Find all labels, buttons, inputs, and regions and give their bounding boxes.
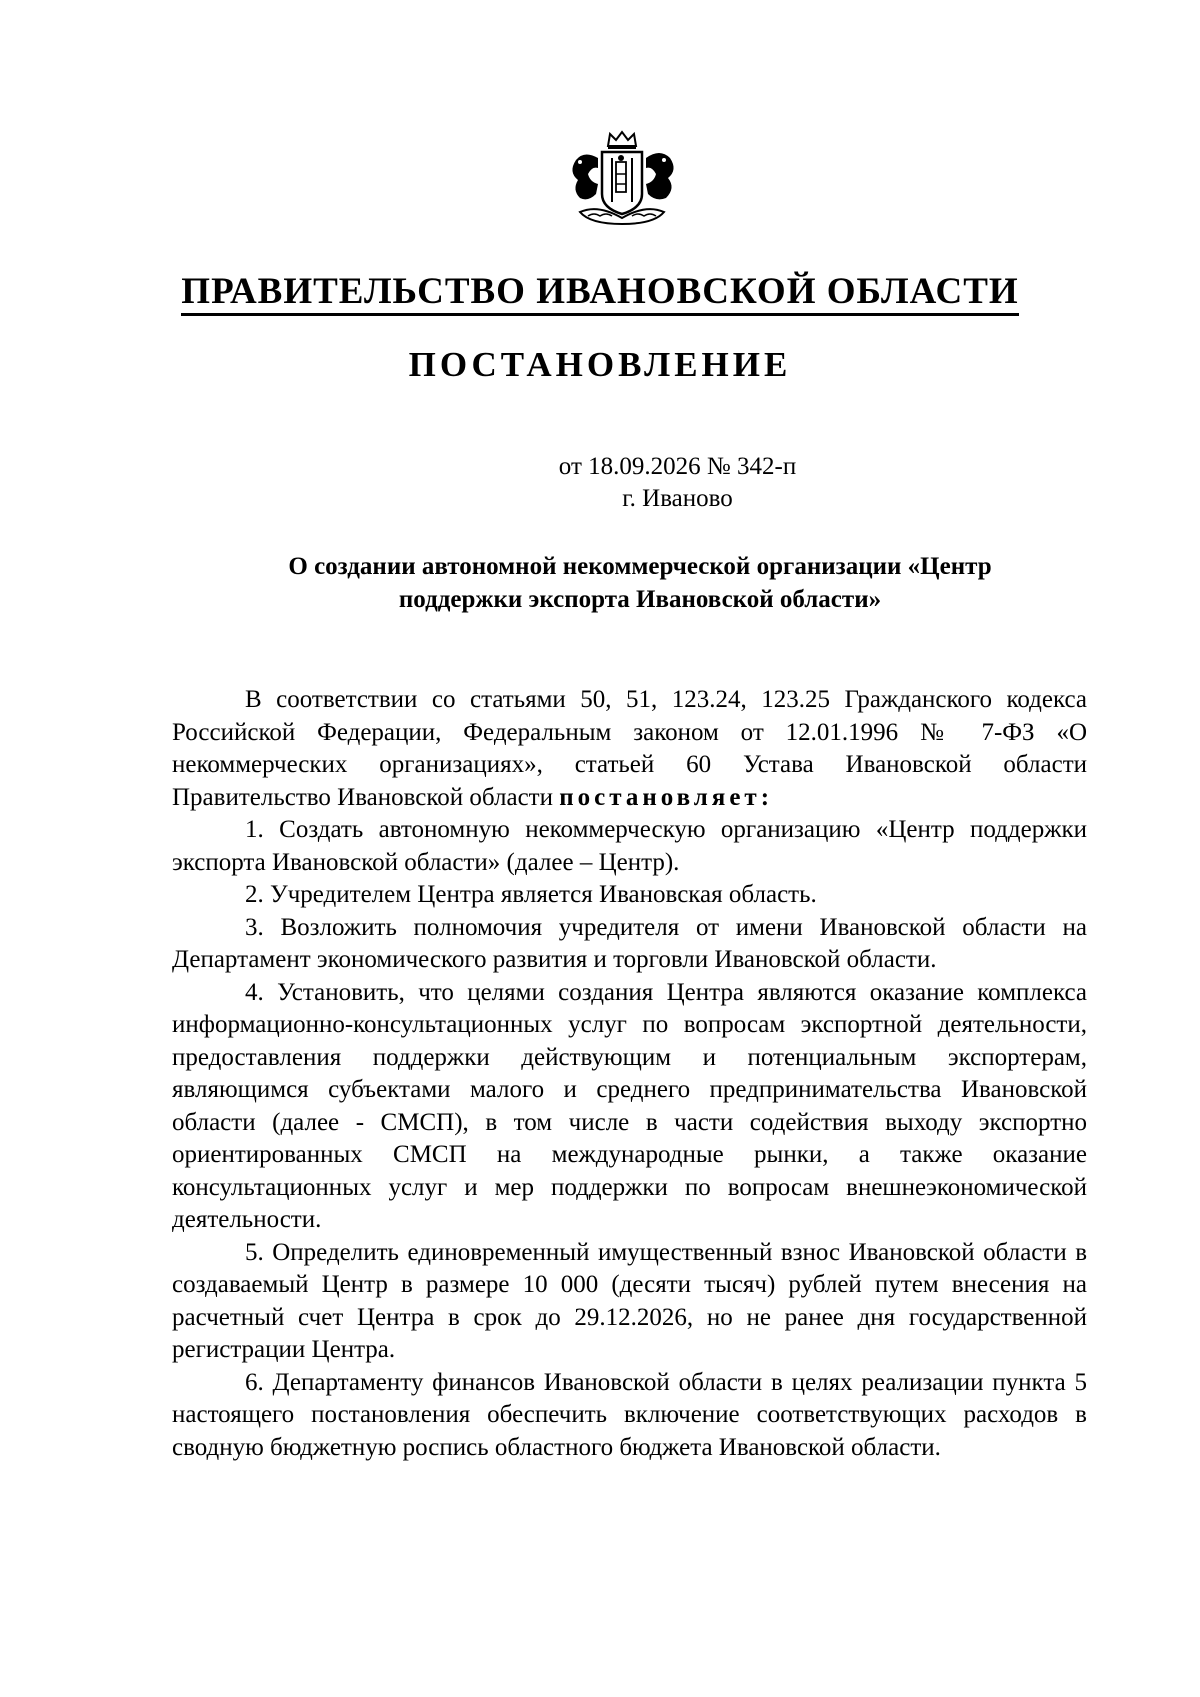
resolves-word: постановляет	[559, 783, 761, 811]
resolves-colon: :	[760, 783, 770, 811]
item-5-paragraph: 5. Определить единовременный имущественный взнос Ивановской области в создаваемый Центр в размере 10 000 (десяти тысяч) рублей путем внесения на расчетный счет Центра в срок до 29.12.2026, но не ранее дня государственной регистрации Центра.	[172, 1238, 1087, 1363]
item-2-paragraph: 2. Учредителем Центра является Ивановская область.	[245, 881, 817, 908]
coat-of-arms-emblem	[558, 128, 686, 228]
item-3-paragraph: 3. Возложить полномочия учредителя от имени Ивановской области на Департамент экономического развития и торговли Ивановской области.	[172, 913, 1087, 973]
preamble-paragraph	[172, 684, 1087, 814]
city-of-issue: г. Иваново	[622, 485, 733, 512]
government-name-text: ПРАВИТЕЛЬСТВО ИВАНОВСКОЙ ОБЛАСТИ	[181, 271, 1018, 316]
preamble-text: В соответствии со статьями 50, 51, 123.24, 123.25 Гражданского кодекса Российской Федерации, Федеральным законом от 12.01.1996 № 7-ФЗ «О некоммерческих организациях», статьей 60 Устава Ивановской области Правительство Ивановской области	[172, 686, 1087, 811]
government-name-heading	[0, 270, 1200, 314]
document-body	[172, 684, 1087, 1464]
subject-line-2: поддержки экспорта Ивановской области»	[398, 586, 882, 613]
subject-line-1: О создании автономной некоммерческой организации «Центр	[288, 553, 992, 580]
document-subject	[200, 550, 1080, 616]
document-type-heading: ПОСТАНОВЛЕНИЕ	[408, 345, 792, 384]
item-1-paragraph: 1. Создать автономную некоммерческую организацию «Центр поддержки экспорта Ивановской области» (далее – Центр).	[172, 816, 1087, 876]
item-6-paragraph: 6. Департаменту финансов Ивановской области в целях реализации пункта 5 настоящего постановления обеспечить включение соответствующих расходов в сводную бюджетную роспись областного бюджета Ивановской области.	[172, 1368, 1087, 1461]
date-and-number: от 18.09.2026 № 342-п	[558, 453, 797, 480]
item-4-paragraph: 4. Установить, что целями создания Центра являются оказание комплекса информационно-консультационных услуг по вопросам экспортной деятельности, предоставления поддержки действующим и потенциальным экспортерам, являющимся субъектами малого и среднего предпринимательства Ивановской области (далее - СМСП), в том числе в части содействия выходу экспортно ориентированных СМСП на международные рынки, а также оказание консультационных услуг и мер поддержки по вопросам внешнеэкономической деятельности.	[172, 978, 1087, 1233]
